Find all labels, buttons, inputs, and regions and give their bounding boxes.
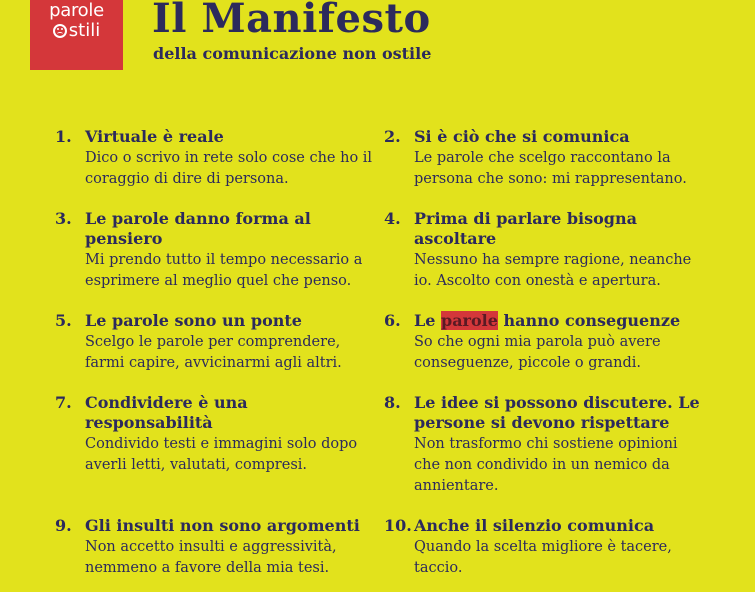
item-title: Le idee si possono discutere. Le persone si devono rispettare xyxy=(414,393,700,432)
logo xyxy=(30,0,123,70)
item-number: 4. xyxy=(384,209,401,228)
manifesto-item-5 xyxy=(55,311,375,374)
manifesto-item-7 xyxy=(55,393,375,476)
logo-text-bottom: stili xyxy=(68,20,101,41)
item-title xyxy=(414,311,704,331)
item-title: Si è ciò che si comunica xyxy=(414,127,630,146)
manifesto-item-3 xyxy=(55,209,375,292)
item-body: Mi prendo tutto il tempo necessario a esprimere al meglio quel che penso. xyxy=(85,252,363,289)
item-number: 2. xyxy=(384,127,401,146)
highlighted-word: parole xyxy=(441,311,498,330)
page-title: Il Manifesto xyxy=(152,0,431,42)
item-title: Gli insulti non sono argomenti xyxy=(85,516,360,535)
item-title-part: hanno conseguenze xyxy=(497,311,681,330)
item-body: Nessuno ha sempre ragione, neanche io. Ascolto con onestà e apertura. xyxy=(414,252,692,289)
manifesto-item-2 xyxy=(384,127,704,190)
item-number: 3. xyxy=(55,209,72,228)
logo-text-top: parole xyxy=(49,0,104,21)
item-body: Dico o scrivo in rete solo cose che ho il coraggio di dire di persona. xyxy=(85,150,373,187)
manifesto-item-10 xyxy=(384,516,704,579)
item-number: 9. xyxy=(55,516,72,535)
item-body: Non accetto insulti e aggressività, nemmeno a favore della mia tesi. xyxy=(85,539,337,576)
manifesto-item-1 xyxy=(55,127,375,190)
item-title: Le parole danno forma al pensiero xyxy=(85,209,311,248)
item-title: Le parole sono un ponte xyxy=(85,311,302,330)
item-title: Virtuale è reale xyxy=(85,127,224,146)
item-number: 6. xyxy=(384,311,401,330)
sad-face-icon xyxy=(53,24,67,38)
manifesto-item-8 xyxy=(384,393,714,497)
item-title: Prima di parlare bisogna ascoltare xyxy=(414,209,637,248)
item-body: Scelgo le parole per comprendere, farmi capire, avvicinarmi agli altri. xyxy=(85,334,342,371)
item-number: 8. xyxy=(384,393,401,412)
item-body: Le parole che scelgo raccontano la persona che sono: mi rappresentano. xyxy=(414,150,687,187)
item-body: Condivido testi e immagini solo dopo averli letti, valutati, compresi. xyxy=(85,436,358,473)
item-number: 5. xyxy=(55,311,72,330)
item-body: Non trasformo chi sostiene opinioni che non condivido in un nemico da annientare. xyxy=(414,436,678,494)
page-subtitle: della comunicazione non ostile xyxy=(153,44,432,63)
manifesto-item-9 xyxy=(55,516,375,579)
item-title: Condividere è una responsabilità xyxy=(85,393,248,432)
item-number: 7. xyxy=(55,393,72,412)
item-title: Anche il silenzio comunica xyxy=(414,516,655,535)
item-title-part: Le xyxy=(414,311,441,330)
manifesto-item-6 xyxy=(384,311,704,374)
manifesto-item-4 xyxy=(384,209,704,292)
item-number: 1. xyxy=(55,127,72,146)
item-number: 10. xyxy=(384,516,412,535)
item-body: So che ogni mia parola può avere conseguenze, piccole o grandi. xyxy=(414,334,661,371)
item-body: Quando la scelta migliore è tacere, taccio. xyxy=(414,539,672,576)
